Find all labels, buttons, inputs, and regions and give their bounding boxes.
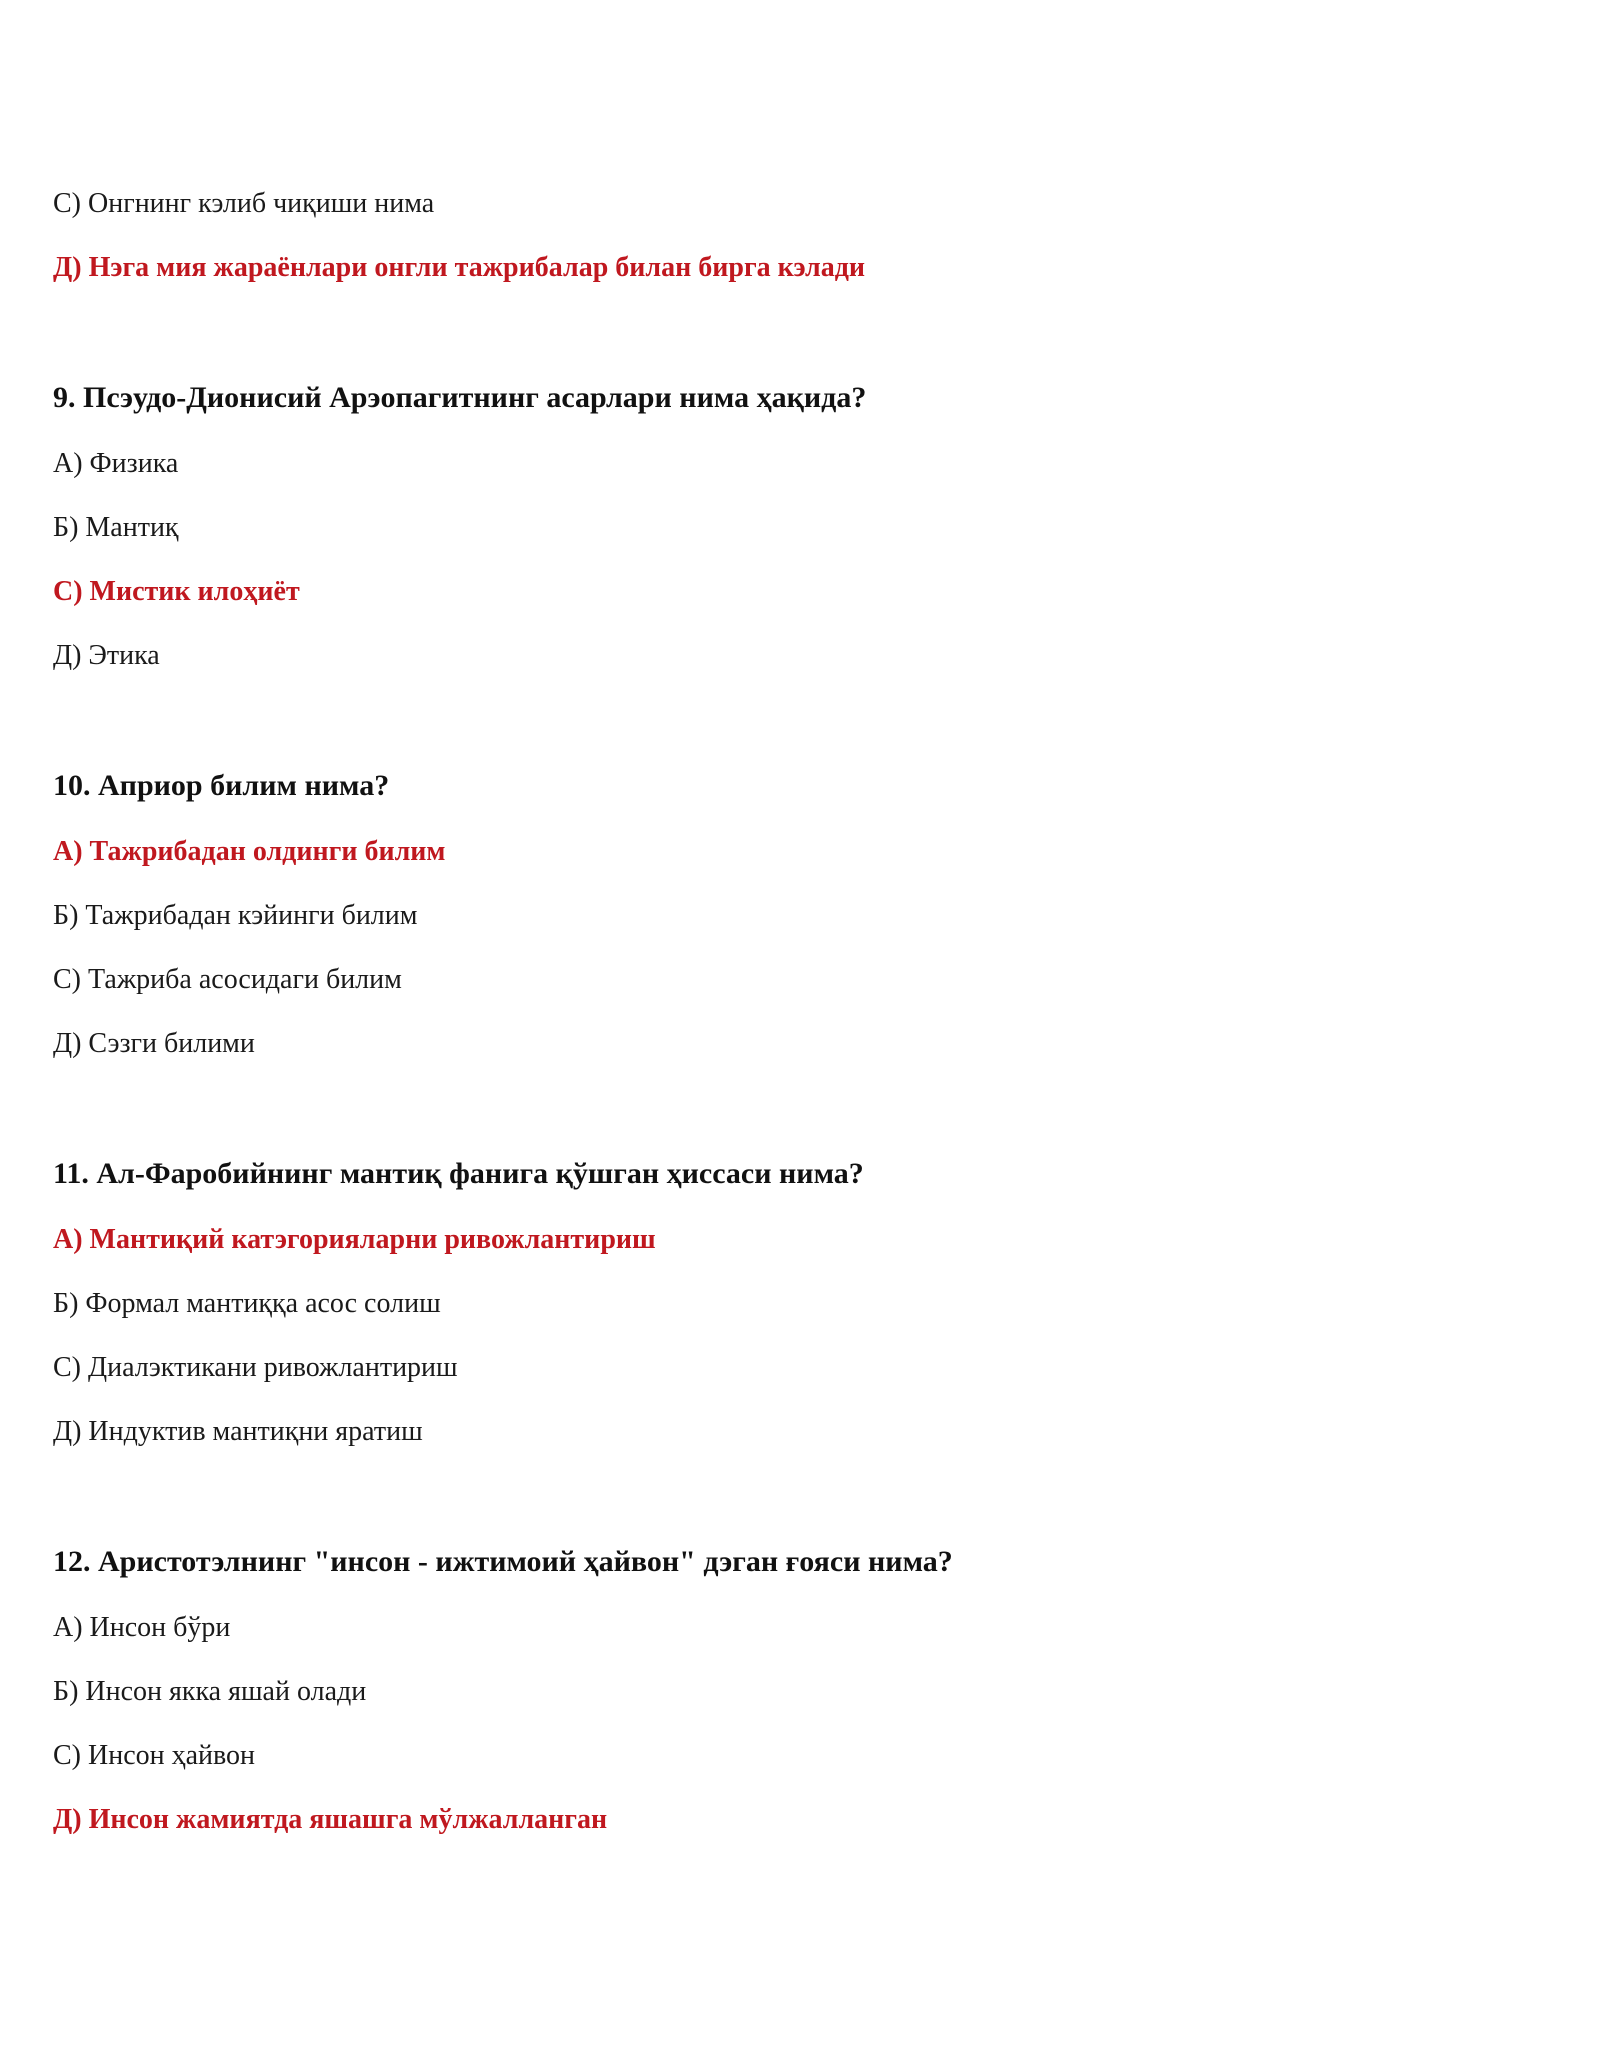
option-12-d-correct: Д) Инсон жамиятда яшашга мўлжалланган bbox=[53, 1804, 608, 1835]
option-9-b: Б) Мантиқ bbox=[53, 512, 179, 543]
question-9: 9. Псэудо-Дионисий Арэопагитнинг асарлари нима ҳақида? bbox=[53, 381, 867, 414]
option-8-c: С) Онгнинг кэлиб чиқиши нима bbox=[53, 188, 435, 219]
option-9-a: А) Физика bbox=[53, 448, 179, 479]
option-10-b: Б) Тажрибадан кэйинги билим bbox=[53, 900, 418, 931]
option-10-a-correct: А) Тажрибадан олдинги билим bbox=[53, 836, 446, 867]
option-12-a: А) Инсон бўри bbox=[53, 1612, 231, 1643]
question-12: 12. Аристотэлнинг "инсон - ижтимоий ҳайвон" дэган ғояси нима? bbox=[53, 1545, 953, 1578]
option-11-d: Д) Индуктив мантиқни яратиш bbox=[53, 1416, 423, 1447]
option-12-b: Б) Инсон якка яшай олади bbox=[53, 1676, 367, 1707]
option-12-c: С) Инсон ҳайвон bbox=[53, 1740, 256, 1771]
option-9-c-correct: С) Мистик илоҳиёт bbox=[53, 576, 300, 607]
question-11: 11. Ал-Фаробийнинг мантиқ фанига қўшган ҳиссаси нима? bbox=[53, 1157, 864, 1190]
option-11-c: С) Диалэктикани ривожлантириш bbox=[53, 1352, 458, 1383]
option-10-d: Д) Сэзги билими bbox=[53, 1028, 255, 1059]
question-10: 10. Априор билим нима? bbox=[53, 769, 390, 802]
option-9-d: Д) Этика bbox=[53, 640, 160, 671]
option-8-d-correct: Д) Нэга мия жараёнлари онгли тажрибалар билан бирга кэлади bbox=[53, 252, 866, 283]
option-10-c: С) Тажриба асосидаги билим bbox=[53, 964, 402, 995]
option-11-a-correct: А) Мантиқий катэгорияларни ривожлантириш bbox=[53, 1224, 656, 1255]
option-11-b: Б) Формал мантиққа асос солиш bbox=[53, 1288, 441, 1319]
